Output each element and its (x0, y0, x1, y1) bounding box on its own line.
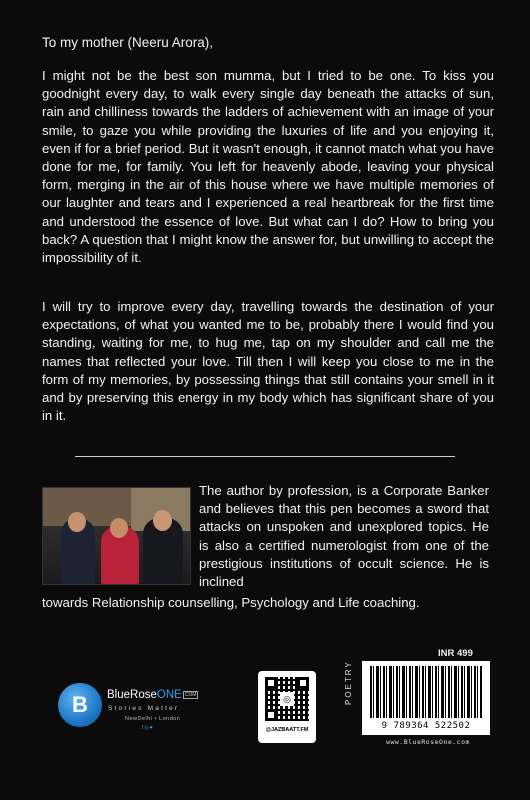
qr-handle: @JAZBAATT.FM (265, 727, 309, 733)
publisher-name: BlueRoseONE COM (107, 689, 197, 701)
publisher-website: www.BlueRoseOne.com (386, 738, 470, 746)
genre-label: POETRY (344, 660, 353, 705)
dedication-greeting: To my mother (Neeru Arora), (42, 35, 214, 50)
publisher-cities: NewDelhi • London (125, 716, 181, 722)
author-bio: The author by profession, is a Corporate Banker and believes that this pen becomes a sword that attacks on unspoken and unexplored topics. He is also a certified numerologist from one of the prestigious institutions of occult science. He is inclined (199, 483, 489, 590)
author-bio-continued: towards Relationship counselling, Psychology and Life coaching. (42, 595, 420, 610)
instagram-icon: ◎ (280, 692, 294, 706)
author-photo (42, 487, 191, 585)
isbn-barcode (362, 661, 490, 735)
isbn-digits: 9 789364 522502 (381, 721, 471, 731)
bluerose-logo-icon: B (58, 683, 102, 727)
social-icons: f◎♥ (142, 725, 154, 731)
qr-code (258, 671, 316, 743)
publisher-tagline: Stories Matter (108, 705, 180, 712)
publisher-logo (58, 683, 197, 731)
dedication-paragraph-2: I will try to improve every day, travelling towards the destination of your expectations, of what you wanted me to be, probably there I would find you standing, waiting for me, to hug me, tap on my shoulder and call me the names that reflected your love. Till then I will keep you close to me in the form of my memories, by possessing things that still contains your smell in it and by preserving this energy in my body which has significant share of you in it. (42, 299, 494, 424)
section-divider (75, 456, 455, 457)
dedication-paragraph-1: I might not be the best son mumma, but I tried to be one. To kiss you goodnight every day, to walk every single day beneath the attacks of sun, rain and chilliness towards the ladders of achievement with an image of your smile, to gaze you while providing the luxuries of life and you enjoying it, even if for a brief period. But it wasn't enough, it cannot match what you have done for me, for family. You left for heavenly abode, leaving your physical form, merging in the air of this house where we have multiple memories of our laughter and tears and I experienced a real heartbreak for the first time and understood the essence of love. But what can I do? How to bring you back? A question that I might know the answer for, but unwilling to accept the impossibility of it. (42, 68, 494, 266)
price-label: INR 499 (438, 648, 473, 659)
